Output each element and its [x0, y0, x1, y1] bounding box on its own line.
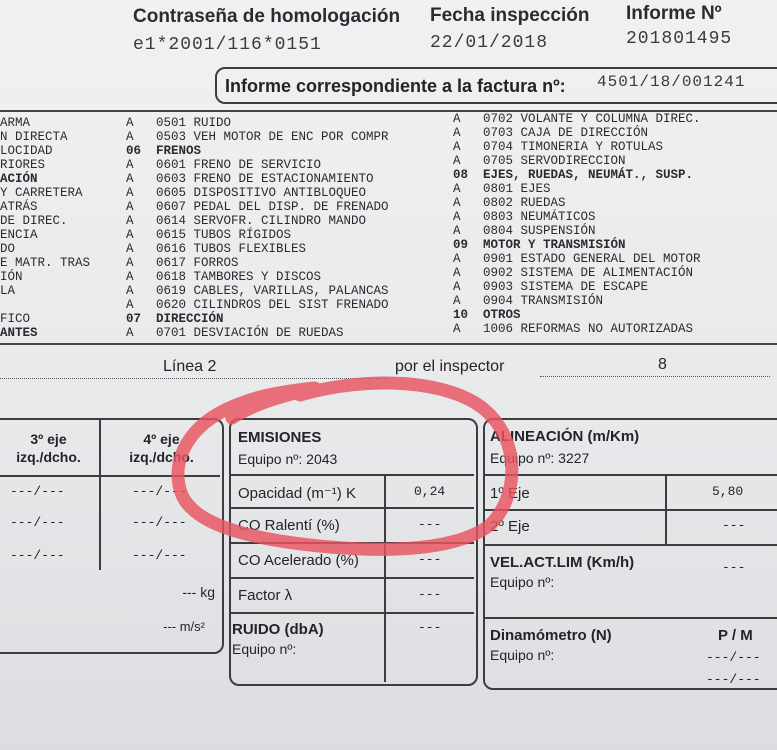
defect-code-row: A 0616 TUBOS FLEXIBLES — [126, 242, 307, 256]
homologation-label: Contraseña de homologación — [133, 6, 401, 27]
axle-ms2-value: --- m/s² — [163, 619, 205, 634]
pm-value-1: ---/--- — [706, 650, 761, 665]
defect-code-partial-row: LA — [0, 284, 16, 298]
defect-code-row: 06 FRENOS — [126, 144, 202, 158]
defect-code-partial-row: E MATR. TRAS — [0, 256, 91, 270]
axle-kg-value: --- kg — [182, 584, 215, 600]
axle-4-row-2: ---/--- — [132, 515, 187, 530]
defect-code-row: A 0904 TRANSMISIÓN — [453, 294, 604, 308]
defect-code-row: A 0614 SERVOFR. CILINDRO MANDO — [126, 214, 367, 228]
axle-3-row-3: ---/--- — [10, 548, 65, 563]
speed-limit-equipment: Equipo nº: — [490, 574, 555, 590]
defect-code-row: A 0615 TUBOS RÍGIDOS — [126, 228, 292, 242]
defect-code-row: A 0803 NEUMÁTICOS — [453, 210, 596, 224]
defect-code-row: A 0704 TIMONERIA Y ROTULAS — [453, 140, 664, 154]
inspection-date-label: Fecha inspección — [430, 5, 590, 26]
speed-limit-value: --- — [722, 560, 746, 575]
noise-value: --- — [418, 620, 442, 635]
defect-code-partial-row: ACIÓN — [0, 172, 38, 186]
defect-code-row: A 1006 REFORMAS NO AUTORIZADAS — [453, 322, 694, 336]
dynamometer-equipment: Equipo nº: — [490, 647, 555, 663]
axle-1-label: 1º Eje — [490, 485, 530, 502]
inspector-value: 8 — [658, 356, 667, 373]
defect-code-row: A 0617 FORROS — [126, 256, 239, 270]
emissions-equipment: Equipo nº: 2043 — [238, 451, 338, 467]
defect-code-row: A 0503 VEH MOTOR DE ENC POR COMPR — [126, 130, 389, 144]
emissions-title: EMISIONES — [238, 429, 322, 446]
co-idle-label: CO Ralentí (%) — [238, 517, 340, 534]
pm-label: P / M — [718, 627, 753, 644]
defect-code-partial-row: ATRÁS — [0, 200, 38, 214]
axle-3-header: 3º eje izq./dcho. — [16, 431, 81, 465]
axle-3-row-1: ---/--- — [10, 484, 65, 499]
defect-code-row: A 0603 FRENO DE ESTACIONAMIENTO — [126, 172, 374, 186]
report-number-label: Informe Nº — [626, 3, 722, 24]
defect-code-partial-row: IÓN — [0, 270, 23, 284]
defect-code-row: 10 OTROS — [453, 308, 521, 322]
defect-code-row: A 0702 VOLANTE Y COLUMNA DIREC. — [453, 112, 701, 126]
speed-limit-title: VEL.ACT.LIM (Km/h) — [490, 554, 635, 571]
homologation-value: e1*2001/116*0151 — [133, 35, 322, 55]
alignment-equipment: Equipo nº: 3227 — [490, 450, 590, 466]
defect-code-row: A 0501 RUIDO — [126, 116, 232, 130]
defect-code-row: A 0802 RUEDAS — [453, 196, 566, 210]
lambda-factor-label: Factor λ — [238, 587, 293, 604]
defect-code-row: A 0620 CILINDROS DEL SIST FRENADO — [126, 298, 389, 312]
defect-code-row: A 0605 DISPOSITIVO ANTIBLOQUEO — [126, 186, 367, 200]
axle-3-row-2: ---/--- — [10, 515, 65, 530]
defect-code-row: A 0901 ESTADO GENERAL DEL MOTOR — [453, 252, 701, 266]
defect-code-row: A 0801 EJES — [453, 182, 551, 196]
axle-2-value: --- — [722, 518, 746, 533]
defect-code-row: A 0618 TAMBORES Y DISCOS — [126, 270, 322, 284]
report-number-value: 201801495 — [626, 29, 733, 49]
defect-code-row: A 0601 FRENO DE SERVICIO — [126, 158, 322, 172]
axle-4-row-1: ---/--- — [132, 484, 187, 499]
axle-4-row-3: ---/--- — [132, 548, 187, 563]
co-accelerated-label: CO Acelerado (%) — [238, 552, 359, 569]
axle-1-value: 5,80 — [712, 484, 744, 499]
defect-code-partial-row: ENCIA — [0, 228, 38, 242]
defect-code-partial-row: ANTES — [0, 326, 38, 340]
opacity-value: 0,24 — [414, 484, 446, 499]
axle-2-label: 2º Eje — [490, 518, 530, 535]
pm-value-2: ---/--- — [706, 672, 761, 687]
line-label: Línea 2 — [163, 358, 217, 375]
defect-code-row: A 0619 CABLES, VARILLAS, PALANCAS — [126, 284, 389, 298]
defect-code-row: A 0804 SUSPENSIÓN — [453, 224, 596, 238]
defect-code-partial-row: ARMA — [0, 116, 31, 130]
defect-code-row: A 0701 DESVIACIÓN DE RUEDAS — [126, 326, 344, 340]
inspector-label: por el inspector — [395, 358, 505, 375]
defect-code-partial-row: N DIRECTA — [0, 130, 68, 144]
defect-code-row: 07 DIRECCIÓN — [126, 312, 224, 326]
invoice-value: 4501/18/001241 — [597, 73, 746, 91]
dynamometer-title: Dinamómetro (N) — [490, 627, 612, 644]
defect-code-row: A 0607 PEDAL DEL DISP. DE FRENADO — [126, 200, 389, 214]
defect-code-row: 09 MOTOR Y TRANSMISIÓN — [453, 238, 626, 252]
opacity-label: Opacidad (m⁻¹) K — [238, 485, 356, 502]
defect-code-row: A 0903 SISTEMA DE ESCAPE — [453, 280, 649, 294]
inspection-date-value: 22/01/2018 — [430, 33, 549, 53]
noise-title: RUIDO (dbA) — [232, 621, 324, 638]
defect-code-partial-row: DE DIREC. — [0, 214, 68, 228]
defect-code-partial-row: FICO — [0, 312, 31, 326]
defect-code-partial-row: LOCIDAD — [0, 144, 53, 158]
defect-code-partial-row: DO — [0, 242, 16, 256]
lambda-factor-value: --- — [418, 587, 442, 602]
defect-code-row: A 0705 SERVODIRECCION — [453, 154, 626, 168]
defect-code-row: 08 EJES, RUEDAS, NEUMÁT., SUSP. — [453, 168, 694, 182]
defect-code-row: A 0902 SISTEMA DE ALIMENTACIÓN — [453, 266, 694, 280]
alignment-title: ALINEACIÓN (m/Km) — [490, 428, 640, 445]
axle-4-header: 4º eje izq./dcho. — [129, 431, 194, 465]
co-idle-value: --- — [418, 517, 442, 532]
invoice-label: Informe correspondiente a la factura nº: — [225, 76, 566, 96]
defect-code-partial-row: Y CARRETERA — [0, 186, 83, 200]
defect-code-partial-row: RIORES — [0, 158, 46, 172]
co-accelerated-value: --- — [418, 552, 442, 567]
defect-code-row: A 0703 CAJA DE DIRECCIÓN — [453, 126, 649, 140]
noise-equipment: Equipo nº: — [232, 641, 297, 657]
